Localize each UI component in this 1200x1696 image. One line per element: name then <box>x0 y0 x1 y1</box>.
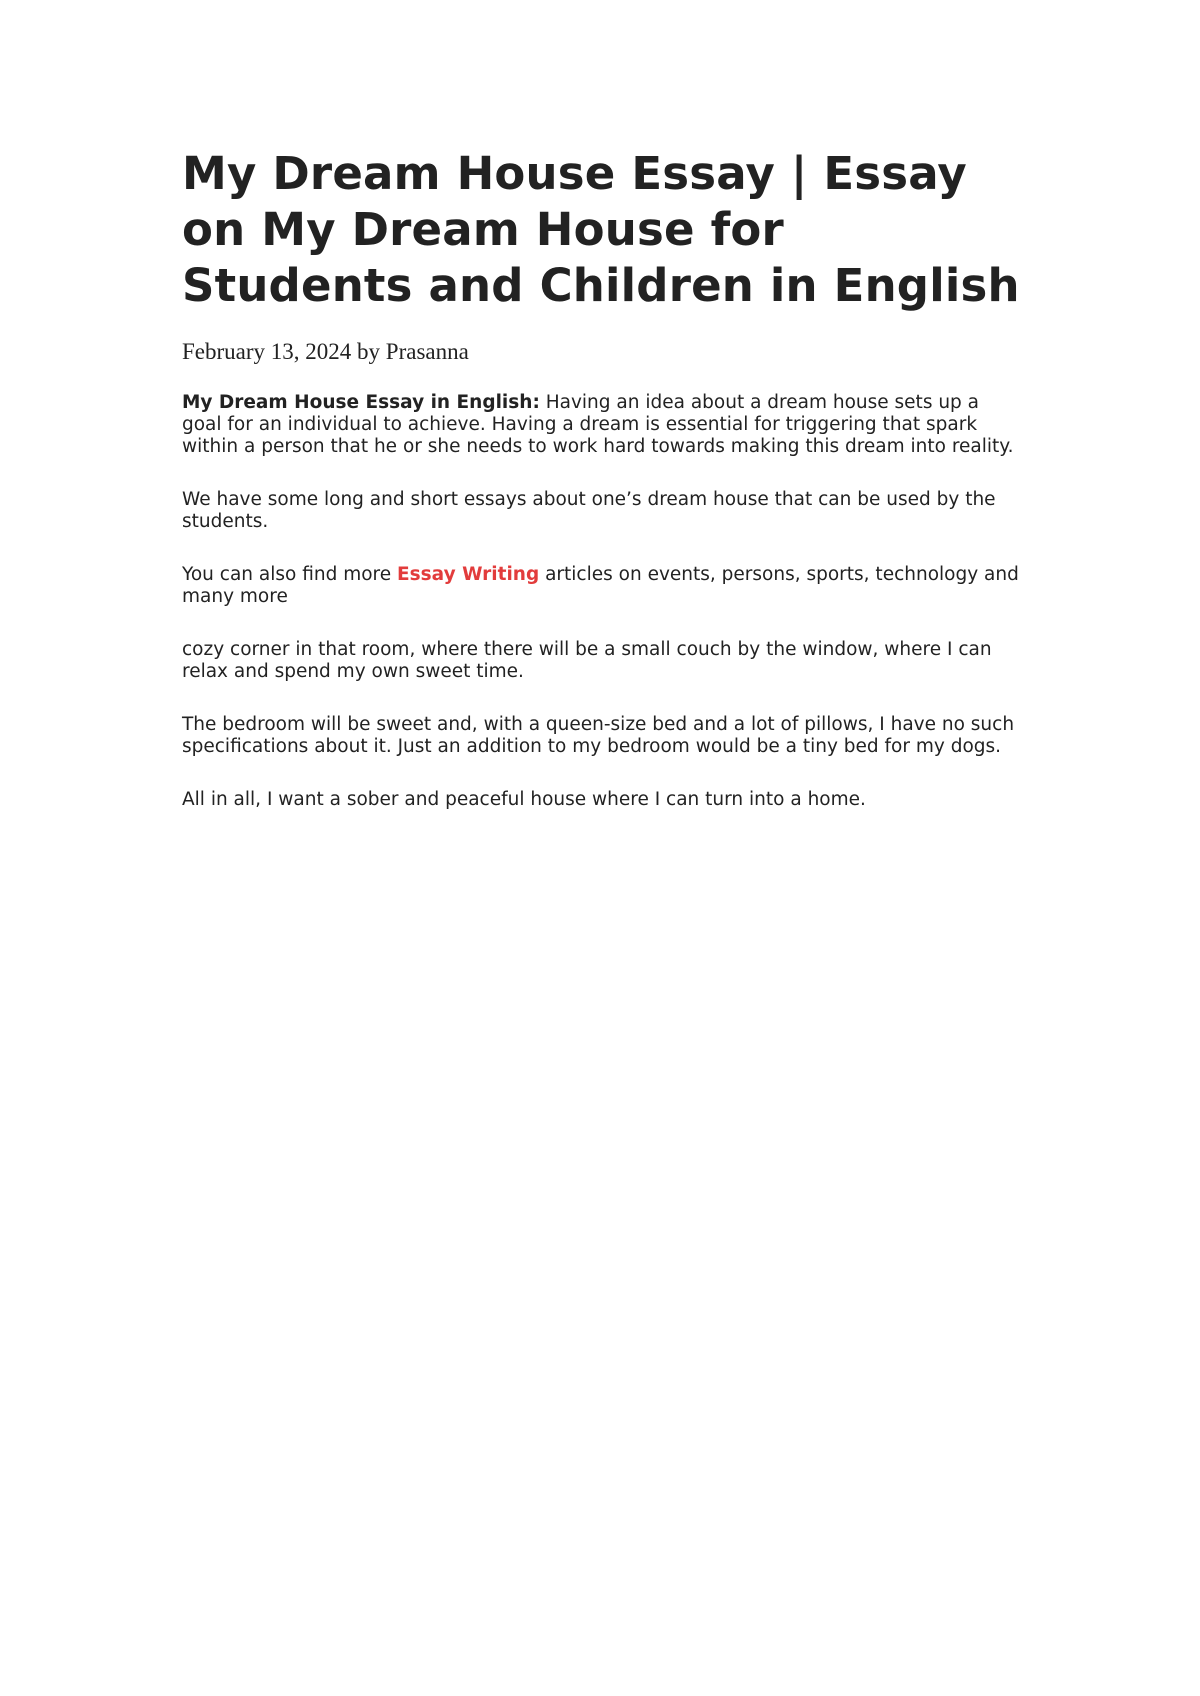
article-title: My Dream House Essay | Essay on My Dream House for Students and Children in English <box>182 147 1020 312</box>
paragraph-5: The bedroom will be sweet and, with a queen-size bed and a lot of pillows, I have no such specifications about it. Just an addition to my bedroom would be a tiny bed for my dogs. <box>182 714 1015 757</box>
intro-paragraph <box>182 392 1022 458</box>
intro-label: My Dream House Essay in English: <box>182 392 540 413</box>
article-body <box>182 392 1022 811</box>
byline-word: by <box>357 339 381 364</box>
paragraph-6: All in all, I want a sober and peaceful house where I can turn into a home. <box>182 789 866 810</box>
paragraph-4: cozy corner in that room, where there will be a small couch by the window, where I can relax and spend my own sweet time. <box>182 639 992 682</box>
post-date: February 13, 2024 <box>182 339 352 364</box>
paragraph-3-before: You can also find more <box>182 564 397 585</box>
article-meta <box>182 338 1022 366</box>
paragraph-2: We have some long and short essays about one’s dream house that can be used by the students. <box>182 489 996 532</box>
essay-writing-link[interactable]: Essay Writing <box>397 564 540 585</box>
author-name: Prasanna <box>385 339 469 364</box>
paragraph-3-after: articles on events, persons, sports, technology and many more <box>182 564 1019 607</box>
intro-text: Having an idea about a dream house sets up a goal for an individual to achieve. Having a dream is essential for triggering that spark within a person that he or she needs to work hard towards making this dream into reality. <box>182 392 1014 457</box>
article <box>182 146 1022 842</box>
paragraph-3 <box>182 564 1022 608</box>
